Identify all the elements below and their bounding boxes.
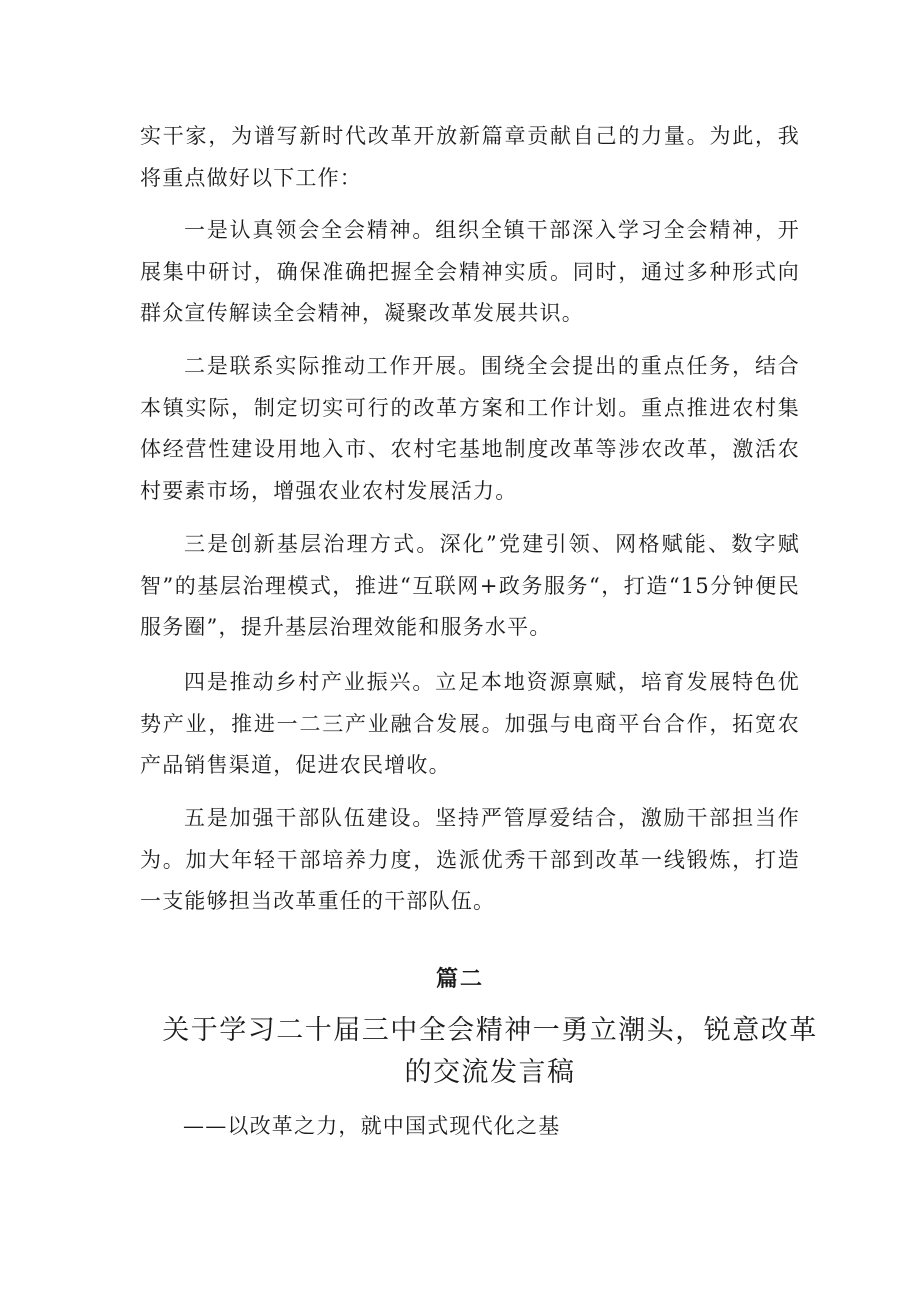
article-title: 关于学习二十届三中全会精神一勇立潮头，锐意改革的交流发言稿: [162, 1015, 818, 1088]
paragraph-intro-continuation: 实干家，为谱写新时代改革开放新篇章贡献自己的力量。为此，我将重点做好以下工作：: [140, 124, 800, 190]
paragraph-task-2: 二是联系实际推动工作开展。围绕全会提出的重点任务，结合本镇实际，制定切实可行的改革方案和工作计划。重点推进农村集体经营性建设用地入市、农村宅基地制度改革等涉农改革，激活农村要素市场，增强农业农村发展活力。: [140, 354, 800, 503]
paragraph-task-3: 三是创新基层治理方式。深化”党建引领、网格赋能、数字赋智”的基层治理模式，推进“互联网+政务服务“，打造“15分钟便民服务圈”，提升基层治理效能和服务水平。: [140, 532, 800, 639]
paragraph-task-1: 一是认真领会全会精神。组织全镇干部深入学习全会精神，开展集中研讨，确保准确把握全会精神实质。同时，通过多种形式向群众宣传解读全会精神，凝聚改革发展共识。: [140, 218, 800, 325]
article-subtitle: ——以改革之力，就中国式现代化之基: [183, 1114, 561, 1138]
section-label: 篇二: [435, 967, 484, 992]
paragraph-task-4: 四是推动乡村产业振兴。立足本地资源禀赋，培育发展特色优势产业，推进一二三产业融合发展。加强与电商平台合作，拓宽农产品销售渠道，促进农民增收。: [140, 670, 800, 777]
paragraph-task-5: 五是加强干部队伍建设。坚持严管厚爱结合，激励干部担当作为。加大年轻干部培养力度，选派优秀干部到改革一线锻炼，打造一支能够担当改革重任的干部队伍。: [140, 806, 800, 913]
